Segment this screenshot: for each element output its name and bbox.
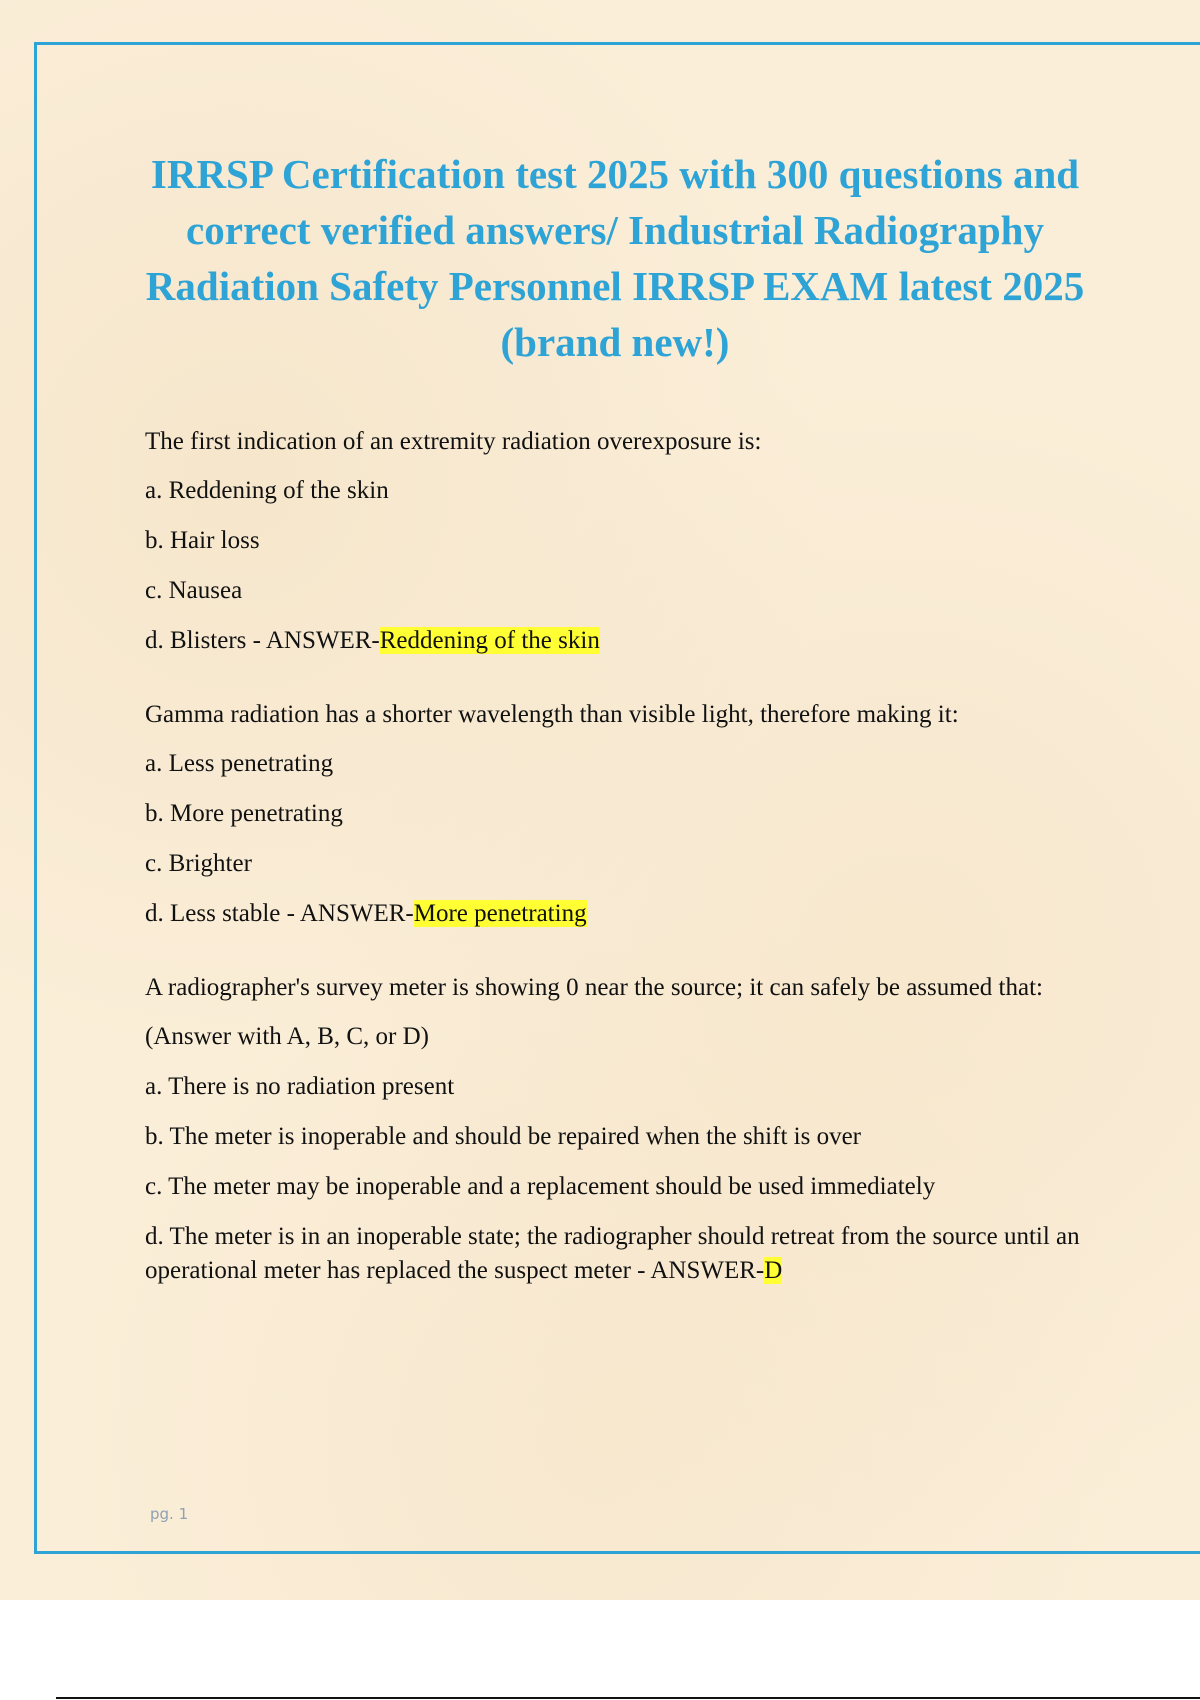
option-d-with-answer: [145, 1220, 1095, 1288]
option-a: a. Less penetrating: [145, 750, 334, 777]
option-d-with-answer: [145, 897, 1095, 931]
option-c: c. Nausea: [145, 577, 243, 604]
question-text: A radiographer's survey meter is showing 0 near the source; it can safely be assumed that:: [145, 974, 1043, 1001]
question-text: Gamma radiation has a shorter wavelength than visible light, therefore making it:: [145, 701, 959, 728]
answer-instruction: (Answer with A, B, C, or D): [145, 1023, 430, 1050]
option-d: d. The meter is in an inoperable state; the radiographer should retreat from the source until an operational meter has replaced the suspect meter - ANSWER-: [145, 1223, 1080, 1284]
highlighted-answer: Reddening of the skin: [379, 627, 600, 654]
option-b: b. The meter is inoperable and should be repaired when the shift is over: [145, 1123, 861, 1150]
highlighted-answer: D: [764, 1257, 783, 1284]
page-number: pg. 1: [150, 1505, 189, 1523]
question-1: [145, 425, 1095, 658]
option-c: c. Brighter: [145, 850, 252, 877]
question-2: [145, 698, 1095, 931]
footer-divider: [56, 1697, 1200, 1699]
option-a: a. Reddening of the skin: [145, 477, 389, 504]
option-c: c. The meter may be inoperable and a replacement should be used immediately: [145, 1173, 936, 1200]
option-a: a. There is no radiation present: [145, 1073, 455, 1100]
option-d-with-answer: [145, 624, 1095, 658]
highlighted-answer: More penetrating: [413, 900, 587, 927]
document-title: IRRSP Certification test 2025 with 300 questions and correct verified answers/ Industrial Radiography Radiation Safety Personnel IRRSP EXAM latest 2025 (brand new!): [145, 151, 1085, 365]
option-d: d. Blisters - ANSWER-: [145, 627, 380, 654]
question-list: [145, 425, 1095, 1328]
question-text: The first indication of an extremity radiation overexposure is:: [145, 428, 762, 455]
option-b: b. More penetrating: [145, 800, 343, 827]
option-d: d. Less stable - ANSWER-: [145, 900, 414, 927]
question-3: [145, 971, 1095, 1288]
option-b: b. Hair loss: [145, 527, 260, 554]
